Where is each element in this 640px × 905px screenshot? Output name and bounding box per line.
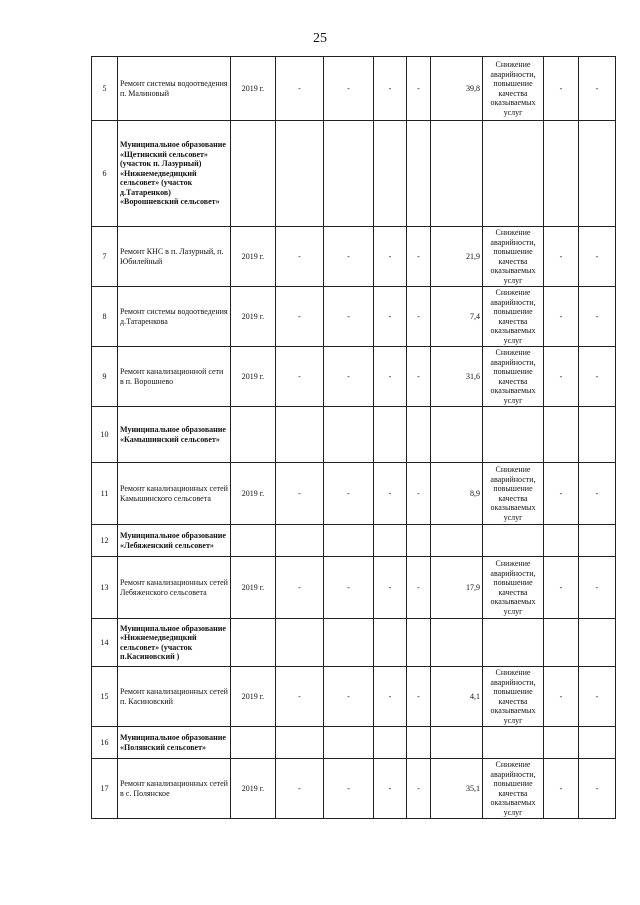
row-value xyxy=(431,407,483,463)
row-cell-3 xyxy=(374,121,407,227)
row-cell-3: - xyxy=(374,557,407,619)
row-number: 6 xyxy=(92,121,118,227)
row-year: 2019 г. xyxy=(231,463,276,525)
works-table xyxy=(91,56,616,819)
row-value: 4,1 xyxy=(431,667,483,727)
row-cell-4: - xyxy=(407,759,431,819)
table-row xyxy=(92,121,616,227)
row-cell-2: - xyxy=(324,57,374,121)
row-result: Снижение аварийности, повышение качества оказываемых услуг xyxy=(483,347,544,407)
row-number: 17 xyxy=(92,759,118,819)
row-name: Ремонт канализационных сетей Камышинского сельсовета xyxy=(118,463,231,525)
row-number: 10 xyxy=(92,407,118,463)
row-cell-3: - xyxy=(374,667,407,727)
row-name: Ремонт системы водоотведения п. Малиновый xyxy=(118,57,231,121)
row-year: 2019 г. xyxy=(231,667,276,727)
table-row xyxy=(92,727,616,759)
row-cell-5: - xyxy=(544,57,579,121)
row-cell-6: - xyxy=(579,667,616,727)
row-cell-2 xyxy=(324,727,374,759)
row-cell-6 xyxy=(579,525,616,557)
table-row xyxy=(92,525,616,557)
row-cell-5 xyxy=(544,619,579,667)
row-cell-4 xyxy=(407,727,431,759)
row-cell-1: - xyxy=(276,759,324,819)
row-value: 21,9 xyxy=(431,227,483,287)
row-name: Ремонт канализационных сетей в с. Полянское xyxy=(118,759,231,819)
row-cell-4 xyxy=(407,407,431,463)
row-cell-6 xyxy=(579,407,616,463)
table-row xyxy=(92,557,616,619)
row-name: Муниципальное образование «Полянский сельсовет» xyxy=(118,727,231,759)
row-cell-2: - xyxy=(324,287,374,347)
row-cell-6: - xyxy=(579,57,616,121)
row-year: 2019 г. xyxy=(231,287,276,347)
row-cell-3 xyxy=(374,525,407,557)
row-cell-2: - xyxy=(324,463,374,525)
table-row xyxy=(92,463,616,525)
row-cell-5: - xyxy=(544,287,579,347)
row-value: 8,9 xyxy=(431,463,483,525)
row-name: Муниципальное образование «Лебяженский сельсовет» xyxy=(118,525,231,557)
row-result: Снижение аварийности, повышение качества оказываемых услуг xyxy=(483,667,544,727)
row-name: Ремонт канализационной сети в п. Ворошнево xyxy=(118,347,231,407)
table-row xyxy=(92,347,616,407)
row-cell-6: - xyxy=(579,227,616,287)
row-cell-4: - xyxy=(407,287,431,347)
row-cell-4 xyxy=(407,121,431,227)
row-cell-6 xyxy=(579,727,616,759)
row-cell-3: - xyxy=(374,57,407,121)
row-cell-6 xyxy=(579,619,616,667)
row-cell-3 xyxy=(374,407,407,463)
row-cell-4: - xyxy=(407,57,431,121)
row-cell-6: - xyxy=(579,557,616,619)
row-cell-3 xyxy=(374,727,407,759)
row-number: 5 xyxy=(92,57,118,121)
table-row xyxy=(92,287,616,347)
row-cell-3: - xyxy=(374,759,407,819)
row-cell-5: - xyxy=(544,227,579,287)
row-cell-1 xyxy=(276,619,324,667)
row-cell-5 xyxy=(544,525,579,557)
row-result: Снижение аварийности, повышение качества оказываемых услуг xyxy=(483,759,544,819)
row-cell-2 xyxy=(324,121,374,227)
page-number: 25 xyxy=(313,31,327,46)
table-row xyxy=(92,227,616,287)
row-cell-6 xyxy=(579,121,616,227)
row-cell-6: - xyxy=(579,347,616,407)
row-name: Муниципальное образование «Щетинский сельсовет» (участок п. Лазурный) «Нижнемедведицкий сельсовет» (участок д.Татаренков) «Ворошневский сельсовет» xyxy=(118,121,231,227)
row-cell-2: - xyxy=(324,347,374,407)
row-cell-1 xyxy=(276,727,324,759)
row-cell-1 xyxy=(276,121,324,227)
row-result xyxy=(483,407,544,463)
row-cell-6: - xyxy=(579,759,616,819)
table-row xyxy=(92,667,616,727)
row-cell-2 xyxy=(324,619,374,667)
row-cell-6: - xyxy=(579,463,616,525)
row-cell-2: - xyxy=(324,227,374,287)
row-cell-2 xyxy=(324,407,374,463)
row-cell-6: - xyxy=(579,287,616,347)
row-cell-3: - xyxy=(374,463,407,525)
row-result xyxy=(483,619,544,667)
row-cell-5: - xyxy=(544,667,579,727)
row-cell-1 xyxy=(276,407,324,463)
row-year: 2019 г. xyxy=(231,57,276,121)
row-name: Ремонт системы водоотведения д.Татаренкова xyxy=(118,287,231,347)
row-result xyxy=(483,727,544,759)
row-value: 17,9 xyxy=(431,557,483,619)
row-cell-4 xyxy=(407,525,431,557)
row-result: Снижение аварийности, повышение качества оказываемых услуг xyxy=(483,463,544,525)
row-cell-3 xyxy=(374,619,407,667)
row-cell-4: - xyxy=(407,667,431,727)
row-name: Муниципальное образование «Нижнемедведицкий сельсовет» (участок п.Касиновский ) xyxy=(118,619,231,667)
row-number: 13 xyxy=(92,557,118,619)
row-cell-5: - xyxy=(544,557,579,619)
row-cell-5: - xyxy=(544,759,579,819)
row-cell-3: - xyxy=(374,227,407,287)
row-name: Ремонт канализационных сетей Лебяженского сельсовета xyxy=(118,557,231,619)
row-result xyxy=(483,121,544,227)
row-number: 9 xyxy=(92,347,118,407)
row-cell-3: - xyxy=(374,287,407,347)
row-cell-5 xyxy=(544,727,579,759)
row-cell-4: - xyxy=(407,463,431,525)
row-cell-3: - xyxy=(374,347,407,407)
row-result: Снижение аварийности, повышение качества оказываемых услуг xyxy=(483,227,544,287)
row-number: 7 xyxy=(92,227,118,287)
row-cell-1: - xyxy=(276,57,324,121)
row-number: 12 xyxy=(92,525,118,557)
row-cell-2: - xyxy=(324,667,374,727)
row-number: 14 xyxy=(92,619,118,667)
row-cell-5: - xyxy=(544,347,579,407)
row-year xyxy=(231,619,276,667)
row-cell-5 xyxy=(544,407,579,463)
row-value: 7,4 xyxy=(431,287,483,347)
row-value: 31,6 xyxy=(431,347,483,407)
row-cell-4: - xyxy=(407,557,431,619)
row-result: Снижение аварийности, повышение качества оказываемых услуг xyxy=(483,557,544,619)
row-cell-4: - xyxy=(407,227,431,287)
row-number: 11 xyxy=(92,463,118,525)
row-number: 15 xyxy=(92,667,118,727)
row-cell-5: - xyxy=(544,463,579,525)
row-year xyxy=(231,121,276,227)
row-value xyxy=(431,121,483,227)
row-value xyxy=(431,727,483,759)
row-cell-4 xyxy=(407,619,431,667)
row-cell-1: - xyxy=(276,463,324,525)
row-cell-1: - xyxy=(276,667,324,727)
row-year: 2019 г. xyxy=(231,759,276,819)
row-cell-1: - xyxy=(276,287,324,347)
row-name: Муниципальное образование «Камышинский сельсовет» xyxy=(118,407,231,463)
table-row xyxy=(92,619,616,667)
row-cell-1: - xyxy=(276,347,324,407)
row-cell-2 xyxy=(324,525,374,557)
row-year xyxy=(231,407,276,463)
row-value: 39,8 xyxy=(431,57,483,121)
row-name: Ремонт канализационных сетей п. Касиновский xyxy=(118,667,231,727)
row-number: 16 xyxy=(92,727,118,759)
row-cell-1: - xyxy=(276,227,324,287)
row-result: Снижение аварийности, повышение качества оказываемых услуг xyxy=(483,287,544,347)
row-year xyxy=(231,727,276,759)
table-row xyxy=(92,759,616,819)
row-value xyxy=(431,619,483,667)
row-name: Ремонт КНС в п. Лазурный, п. Юбилейный xyxy=(118,227,231,287)
row-year xyxy=(231,525,276,557)
row-cell-1 xyxy=(276,525,324,557)
table-row xyxy=(92,57,616,121)
row-cell-2: - xyxy=(324,759,374,819)
row-number: 8 xyxy=(92,287,118,347)
row-year: 2019 г. xyxy=(231,557,276,619)
row-year: 2019 г. xyxy=(231,347,276,407)
row-cell-1: - xyxy=(276,557,324,619)
row-cell-2: - xyxy=(324,557,374,619)
row-result xyxy=(483,525,544,557)
row-year: 2019 г. xyxy=(231,227,276,287)
row-result: Снижение аварийности, повышение качества оказываемых услуг xyxy=(483,57,544,121)
row-value: 35,1 xyxy=(431,759,483,819)
table-row xyxy=(92,407,616,463)
row-cell-4: - xyxy=(407,347,431,407)
row-cell-5 xyxy=(544,121,579,227)
row-value xyxy=(431,525,483,557)
